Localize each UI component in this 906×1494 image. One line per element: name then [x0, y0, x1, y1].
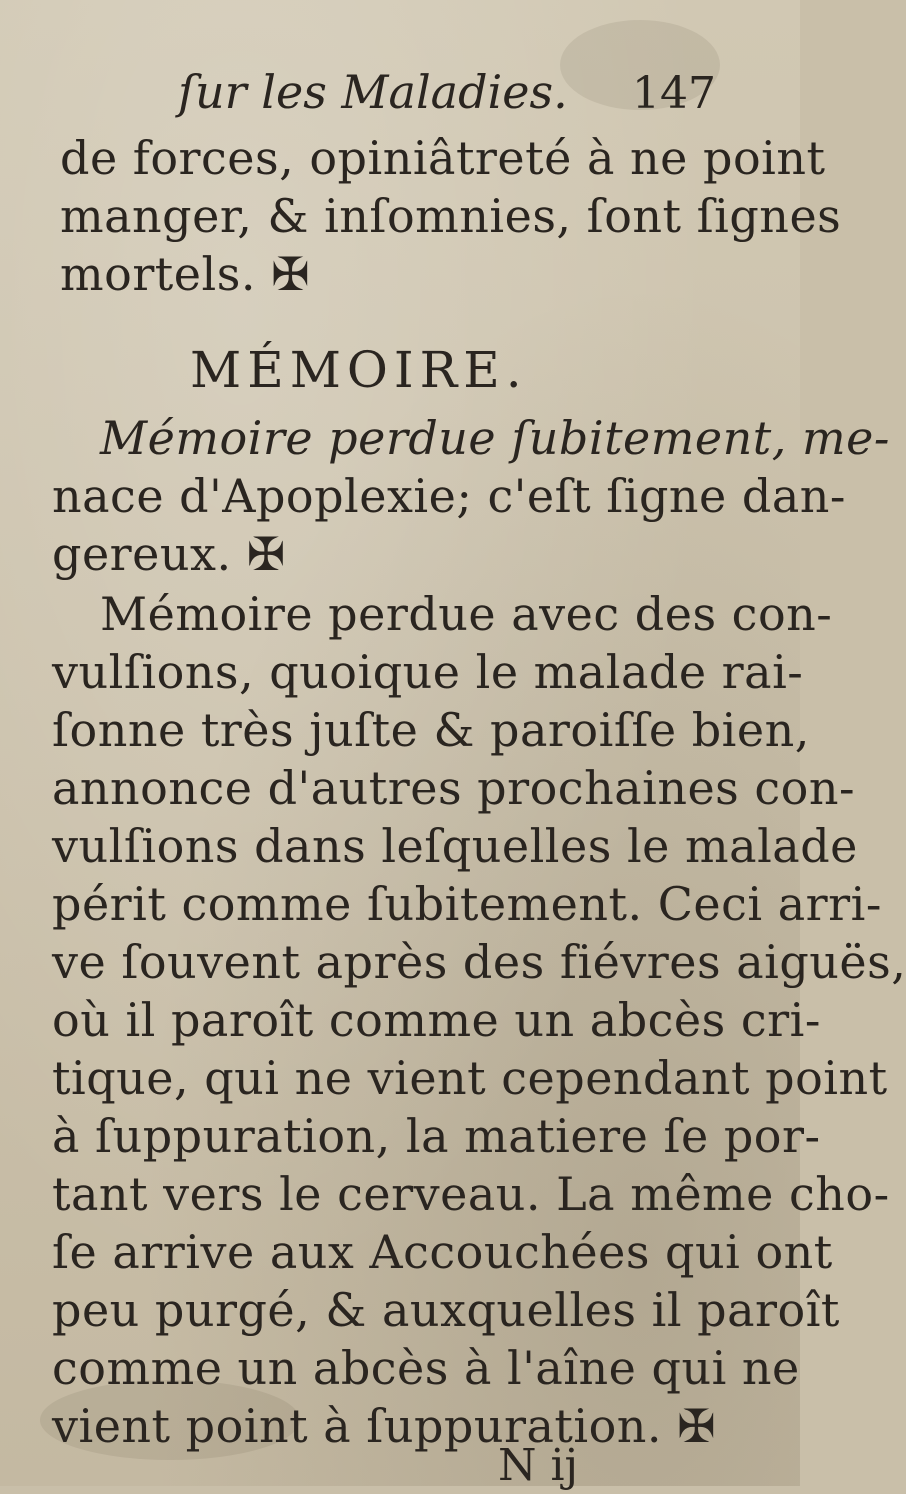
text-line: de forces, opiniâtreté à ne point: [60, 131, 826, 185]
paragraph-line: vient point à ſuppuration. ✠: [52, 1399, 717, 1453]
paragraph-line: peu purgé, & auxquelles il paroît: [52, 1283, 840, 1337]
text-line: mortels. ✠: [60, 247, 311, 301]
paragraph-line: à ſuppuration, la matiere ſe por-: [52, 1109, 821, 1163]
paragraph-line: Mémoire perdue avec des con-: [100, 587, 833, 641]
paragraph-line: Mémoire perdue ſubitement, me-: [100, 411, 890, 465]
paragraph-line: où il paroît comme un abcès cri-: [52, 993, 821, 1047]
paragraph-line: vulſions, quoique le malade rai-: [52, 645, 804, 699]
page-number: 147: [632, 68, 716, 119]
paragraph-line: comme un abcès à l'aîne qui ne: [52, 1341, 800, 1395]
text-line: manger, & inſomnies, ſont ſignes: [60, 189, 842, 243]
paragraph-line: ve ſouvent après des fiévres aiguës,: [52, 935, 906, 989]
paragraph-line: périt comme ſubitement. Ceci arri-: [52, 877, 882, 931]
running-header-title: ſur les Maladies.: [178, 65, 568, 119]
paragraph-line: ſonne très juſte & paroiſſe bien,: [52, 703, 810, 757]
paragraph-line: ſe arrive aux Accouchées qui ont: [52, 1225, 833, 1279]
signature-mark: N ij: [498, 1440, 579, 1491]
paragraph-line: vulſions dans leſquelles le malade: [52, 819, 858, 873]
paragraph-line: annonce d'autres prochaines con-: [52, 761, 856, 815]
paragraph-line: tique, qui ne vient cependant point: [52, 1051, 888, 1105]
section-heading: MÉMOIRE.: [190, 341, 528, 399]
paragraph-line: tant vers le cerveau. La même cho-: [52, 1167, 890, 1221]
paragraph-line: gereux. ✠: [52, 527, 286, 581]
paragraph-line: nace d'Apoplexie; c'eſt ſigne dan-: [52, 469, 846, 523]
